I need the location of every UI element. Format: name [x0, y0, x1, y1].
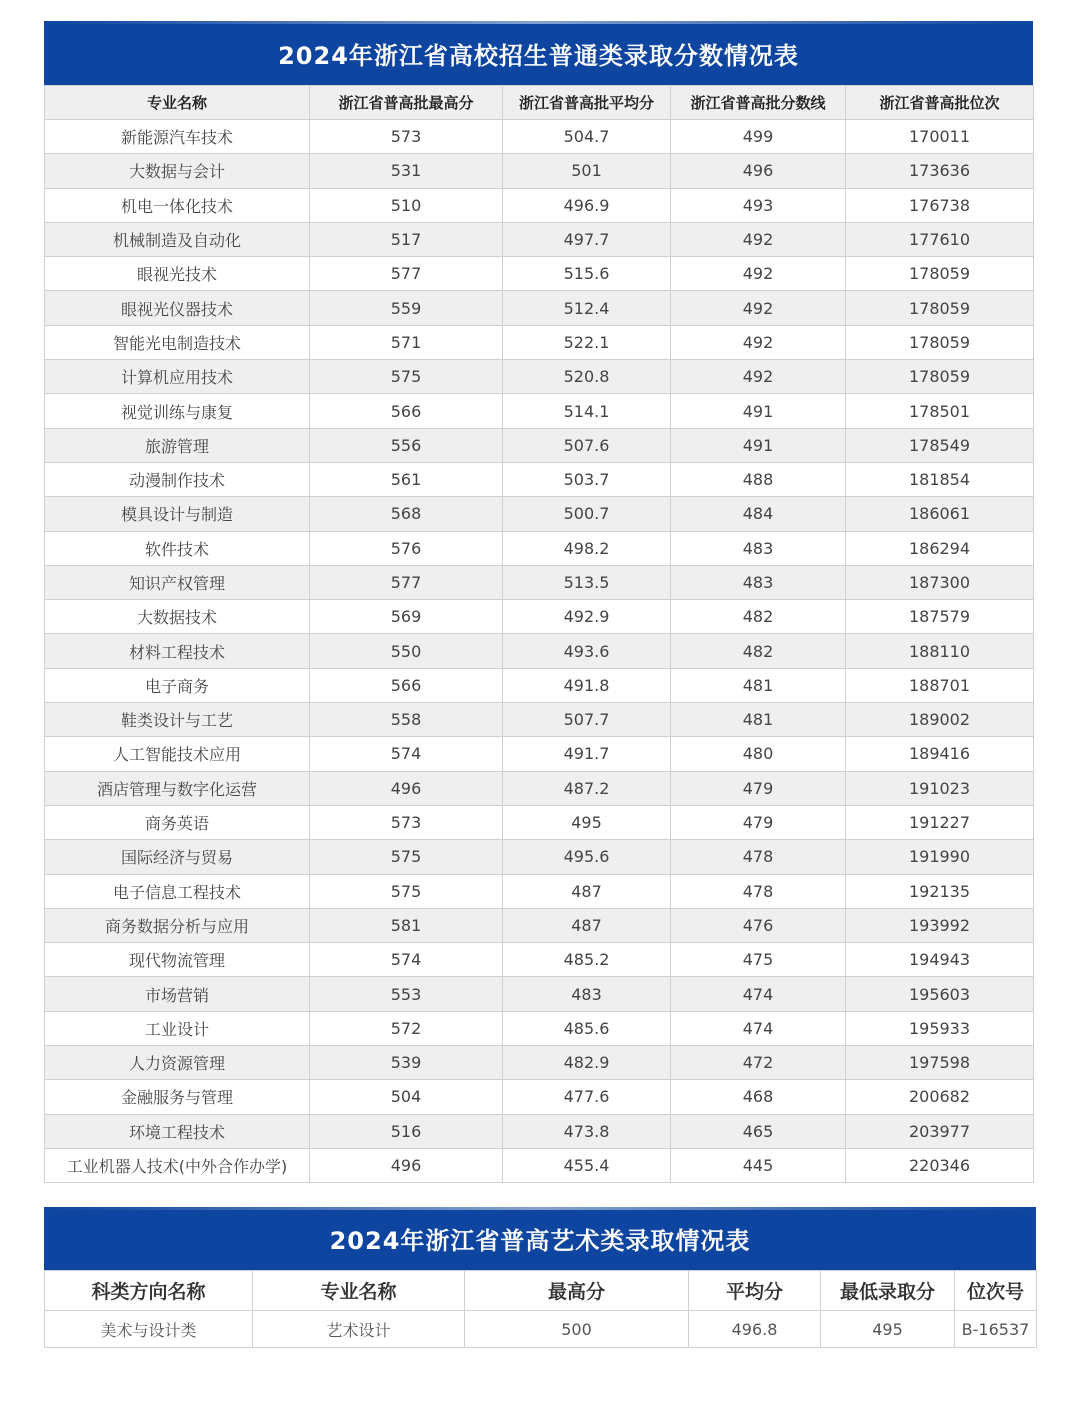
cell-max-score: 569: [310, 600, 503, 634]
table1-title-banner: [44, 21, 1033, 85]
header-avg-score: 平均分: [689, 1271, 821, 1311]
cell-max-score: 539: [310, 1046, 503, 1080]
cell-cutoff-score: 496: [671, 154, 846, 188]
cell-cutoff-score: 475: [671, 943, 846, 977]
cell-rank: 191023: [846, 771, 1034, 805]
cell-max-score: 510: [310, 188, 503, 222]
cell-rank: 189002: [846, 703, 1034, 737]
cell-avg-score: 507.6: [503, 428, 671, 462]
table-row: [45, 222, 1034, 256]
header-cutoff-score: 浙江省普高批分数线: [671, 86, 846, 120]
table-row: [45, 874, 1034, 908]
cell-avg-score: 473.8: [503, 1114, 671, 1148]
table-row: [45, 737, 1034, 771]
cell-avg-score: 491.8: [503, 668, 671, 702]
cell-major-name: 大数据技术: [45, 600, 310, 634]
cell-avg-score: 507.7: [503, 703, 671, 737]
table-row: [45, 840, 1034, 874]
table2-title: 2024年浙江省普高艺术类录取情况表: [329, 1227, 751, 1255]
cell-avg-score: 496.8: [689, 1311, 821, 1348]
table-row: [45, 1311, 1037, 1348]
cell-major-name: 机电一体化技术: [45, 188, 310, 222]
cell-major-name: 金融服务与管理: [45, 1080, 310, 1114]
cell-max-score: 517: [310, 222, 503, 256]
cell-rank: 181854: [846, 462, 1034, 496]
cell-max-score: 531: [310, 154, 503, 188]
cell-major-name: 人力资源管理: [45, 1046, 310, 1080]
cell-major-name: 智能光电制造技术: [45, 325, 310, 359]
cell-cutoff-score: 491: [671, 394, 846, 428]
cell-max-score: 561: [310, 462, 503, 496]
cell-max-score: 574: [310, 737, 503, 771]
cell-max-score: 575: [310, 360, 503, 394]
cell-major-name: 计算机应用技术: [45, 360, 310, 394]
header-max-score: 浙江省普高批最高分: [310, 86, 503, 120]
cell-max-score: 566: [310, 394, 503, 428]
cell-cutoff-score: 480: [671, 737, 846, 771]
cell-avg-score: 482.9: [503, 1046, 671, 1080]
cell-major-name: 酒店管理与数字化运营: [45, 771, 310, 805]
cell-rank: 191227: [846, 805, 1034, 839]
cell-rank: 195603: [846, 977, 1034, 1011]
cell-cutoff-score: 492: [671, 257, 846, 291]
table-row: [45, 462, 1034, 496]
cell-rank: 170011: [846, 120, 1034, 154]
cell-cutoff-score: 481: [671, 668, 846, 702]
cell-rank: 191990: [846, 840, 1034, 874]
cell-rank: 197598: [846, 1046, 1034, 1080]
art-admission-table: [44, 1270, 1037, 1348]
cell-rank: 186294: [846, 531, 1034, 565]
table-row: [45, 1046, 1034, 1080]
cell-max-score: 576: [310, 531, 503, 565]
cell-rank: 178059: [846, 360, 1034, 394]
cell-rank: 186061: [846, 497, 1034, 531]
cell-max-score: 574: [310, 943, 503, 977]
cell-rank: 194943: [846, 943, 1034, 977]
table-row: [45, 1148, 1034, 1182]
cell-avg-score: 520.8: [503, 360, 671, 394]
cell-avg-score: 513.5: [503, 565, 671, 599]
cell-avg-score: 495: [503, 805, 671, 839]
cell-major-name: 艺术设计: [253, 1311, 465, 1348]
cell-rank: 177610: [846, 222, 1034, 256]
cell-major-name: 知识产权管理: [45, 565, 310, 599]
cell-rank-number: B-16537: [955, 1311, 1037, 1348]
cell-max-score: 571: [310, 325, 503, 359]
cell-avg-score: 487: [503, 908, 671, 942]
cell-max-score: 575: [310, 874, 503, 908]
table-row: [45, 943, 1034, 977]
table-row: [45, 668, 1034, 702]
cell-avg-score: 503.7: [503, 462, 671, 496]
cell-max-score: 500: [465, 1311, 689, 1348]
cell-rank: 188701: [846, 668, 1034, 702]
cell-max-score: 573: [310, 805, 503, 839]
cell-avg-score: 483: [503, 977, 671, 1011]
table-header-row: [45, 1271, 1037, 1311]
table-row: [45, 154, 1034, 188]
cell-cutoff-score: 492: [671, 325, 846, 359]
table-row: [45, 360, 1034, 394]
cell-avg-score: 504.7: [503, 120, 671, 154]
cell-major-name: 眼视光仪器技术: [45, 291, 310, 325]
cell-max-score: 581: [310, 908, 503, 942]
cell-max-score: 550: [310, 634, 503, 668]
cell-cutoff-score: 483: [671, 565, 846, 599]
cell-major-name: 新能源汽车技术: [45, 120, 310, 154]
cell-max-score: 496: [310, 771, 503, 805]
table-row: [45, 908, 1034, 942]
cell-cutoff-score: 492: [671, 222, 846, 256]
table-row: [45, 600, 1034, 634]
cell-major-name: 国际经济与贸易: [45, 840, 310, 874]
cell-rank: 178549: [846, 428, 1034, 462]
cell-major-name: 动漫制作技术: [45, 462, 310, 496]
table-header-row: [45, 86, 1034, 120]
cell-major-name: 电子商务: [45, 668, 310, 702]
cell-max-score: 573: [310, 120, 503, 154]
table2-title-banner: [44, 1207, 1036, 1270]
header-avg-score: 浙江省普高批平均分: [503, 86, 671, 120]
cell-rank: 187300: [846, 565, 1034, 599]
cell-category: 美术与设计类: [45, 1311, 253, 1348]
cell-cutoff-score: 479: [671, 805, 846, 839]
cell-rank: 192135: [846, 874, 1034, 908]
cell-avg-score: 495.6: [503, 840, 671, 874]
cell-max-score: 558: [310, 703, 503, 737]
cell-major-name: 商务数据分析与应用: [45, 908, 310, 942]
table-row: [45, 394, 1034, 428]
cell-rank: 200682: [846, 1080, 1034, 1114]
cell-max-score: 575: [310, 840, 503, 874]
cell-major-name: 鞋类设计与工艺: [45, 703, 310, 737]
cell-rank: 176738: [846, 188, 1034, 222]
cell-major-name: 机械制造及自动化: [45, 222, 310, 256]
table-row: [45, 291, 1034, 325]
cell-rank: 178501: [846, 394, 1034, 428]
cell-cutoff-score: 491: [671, 428, 846, 462]
cell-major-name: 软件技术: [45, 531, 310, 565]
cell-avg-score: 487: [503, 874, 671, 908]
cell-min-score: 495: [821, 1311, 955, 1348]
cell-rank: 189416: [846, 737, 1034, 771]
cell-avg-score: 498.2: [503, 531, 671, 565]
cell-avg-score: 487.2: [503, 771, 671, 805]
cell-cutoff-score: 482: [671, 600, 846, 634]
cell-avg-score: 492.9: [503, 600, 671, 634]
cell-rank: 195933: [846, 1011, 1034, 1045]
cell-major-name: 人工智能技术应用: [45, 737, 310, 771]
admission-scores-table: [44, 85, 1034, 1183]
cell-avg-score: 491.7: [503, 737, 671, 771]
cell-major-name: 材料工程技术: [45, 634, 310, 668]
cell-avg-score: 522.1: [503, 325, 671, 359]
cell-max-score: 496: [310, 1148, 503, 1182]
cell-max-score: 572: [310, 1011, 503, 1045]
cell-avg-score: 512.4: [503, 291, 671, 325]
cell-cutoff-score: 481: [671, 703, 846, 737]
cell-max-score: 577: [310, 565, 503, 599]
cell-rank: 178059: [846, 291, 1034, 325]
cell-cutoff-score: 472: [671, 1046, 846, 1080]
table-row: [45, 565, 1034, 599]
cell-cutoff-score: 468: [671, 1080, 846, 1114]
cell-cutoff-score: 499: [671, 120, 846, 154]
cell-avg-score: 500.7: [503, 497, 671, 531]
cell-major-name: 旅游管理: [45, 428, 310, 462]
cell-rank: 178059: [846, 325, 1034, 359]
cell-major-name: 眼视光技术: [45, 257, 310, 291]
cell-avg-score: 493.6: [503, 634, 671, 668]
table-row: [45, 977, 1034, 1011]
cell-avg-score: 477.6: [503, 1080, 671, 1114]
table-row: [45, 188, 1034, 222]
cell-avg-score: 455.4: [503, 1148, 671, 1182]
cell-rank: 193992: [846, 908, 1034, 942]
header-major-name: 专业名称: [253, 1271, 465, 1311]
cell-rank: 220346: [846, 1148, 1034, 1182]
cell-avg-score: 485.2: [503, 943, 671, 977]
header-rank-number: 位次号: [955, 1271, 1037, 1311]
cell-cutoff-score: 465: [671, 1114, 846, 1148]
header-max-score: 最高分: [465, 1271, 689, 1311]
cell-max-score: 559: [310, 291, 503, 325]
cell-rank: 203977: [846, 1114, 1034, 1148]
cell-max-score: 577: [310, 257, 503, 291]
cell-major-name: 现代物流管理: [45, 943, 310, 977]
cell-major-name: 环境工程技术: [45, 1114, 310, 1148]
cell-max-score: 553: [310, 977, 503, 1011]
cell-rank: 187579: [846, 600, 1034, 634]
table1-title: 2024年浙江省高校招生普通类录取分数情况表: [278, 41, 799, 70]
cell-major-name: 电子信息工程技术: [45, 874, 310, 908]
cell-major-name: 商务英语: [45, 805, 310, 839]
table-row: [45, 805, 1034, 839]
cell-cutoff-score: 482: [671, 634, 846, 668]
header-major-name: 专业名称: [45, 86, 310, 120]
table-row: [45, 1011, 1034, 1045]
header-category: 科类方向名称: [45, 1271, 253, 1311]
table-row: [45, 771, 1034, 805]
cell-cutoff-score: 478: [671, 874, 846, 908]
table-row: [45, 703, 1034, 737]
table-row: [45, 531, 1034, 565]
cell-rank: 173636: [846, 154, 1034, 188]
cell-max-score: 568: [310, 497, 503, 531]
table-row: [45, 325, 1034, 359]
cell-cutoff-score: 474: [671, 1011, 846, 1045]
cell-avg-score: 515.6: [503, 257, 671, 291]
cell-cutoff-score: 488: [671, 462, 846, 496]
header-min-score: 最低录取分: [821, 1271, 955, 1311]
cell-cutoff-score: 476: [671, 908, 846, 942]
table-row: [45, 1080, 1034, 1114]
cell-major-name: 工业设计: [45, 1011, 310, 1045]
cell-max-score: 504: [310, 1080, 503, 1114]
table-row: [45, 257, 1034, 291]
cell-cutoff-score: 478: [671, 840, 846, 874]
table-row: [45, 120, 1034, 154]
cell-cutoff-score: 445: [671, 1148, 846, 1182]
cell-avg-score: 485.6: [503, 1011, 671, 1045]
cell-max-score: 516: [310, 1114, 503, 1148]
cell-avg-score: 496.9: [503, 188, 671, 222]
header-rank: 浙江省普高批位次: [846, 86, 1034, 120]
cell-cutoff-score: 479: [671, 771, 846, 805]
cell-cutoff-score: 484: [671, 497, 846, 531]
cell-major-name: 工业机器人技术(中外合作办学): [45, 1148, 310, 1182]
table-row: [45, 428, 1034, 462]
cell-max-score: 556: [310, 428, 503, 462]
table-row: [45, 634, 1034, 668]
cell-cutoff-score: 492: [671, 360, 846, 394]
cell-major-name: 视觉训练与康复: [45, 394, 310, 428]
cell-avg-score: 501: [503, 154, 671, 188]
cell-avg-score: 514.1: [503, 394, 671, 428]
cell-cutoff-score: 483: [671, 531, 846, 565]
cell-max-score: 566: [310, 668, 503, 702]
cell-major-name: 大数据与会计: [45, 154, 310, 188]
table-row: [45, 497, 1034, 531]
cell-rank: 178059: [846, 257, 1034, 291]
cell-major-name: 模具设计与制造: [45, 497, 310, 531]
table-row: [45, 1114, 1034, 1148]
cell-cutoff-score: 492: [671, 291, 846, 325]
cell-cutoff-score: 474: [671, 977, 846, 1011]
cell-major-name: 市场营销: [45, 977, 310, 1011]
cell-avg-score: 497.7: [503, 222, 671, 256]
cell-cutoff-score: 493: [671, 188, 846, 222]
cell-rank: 188110: [846, 634, 1034, 668]
